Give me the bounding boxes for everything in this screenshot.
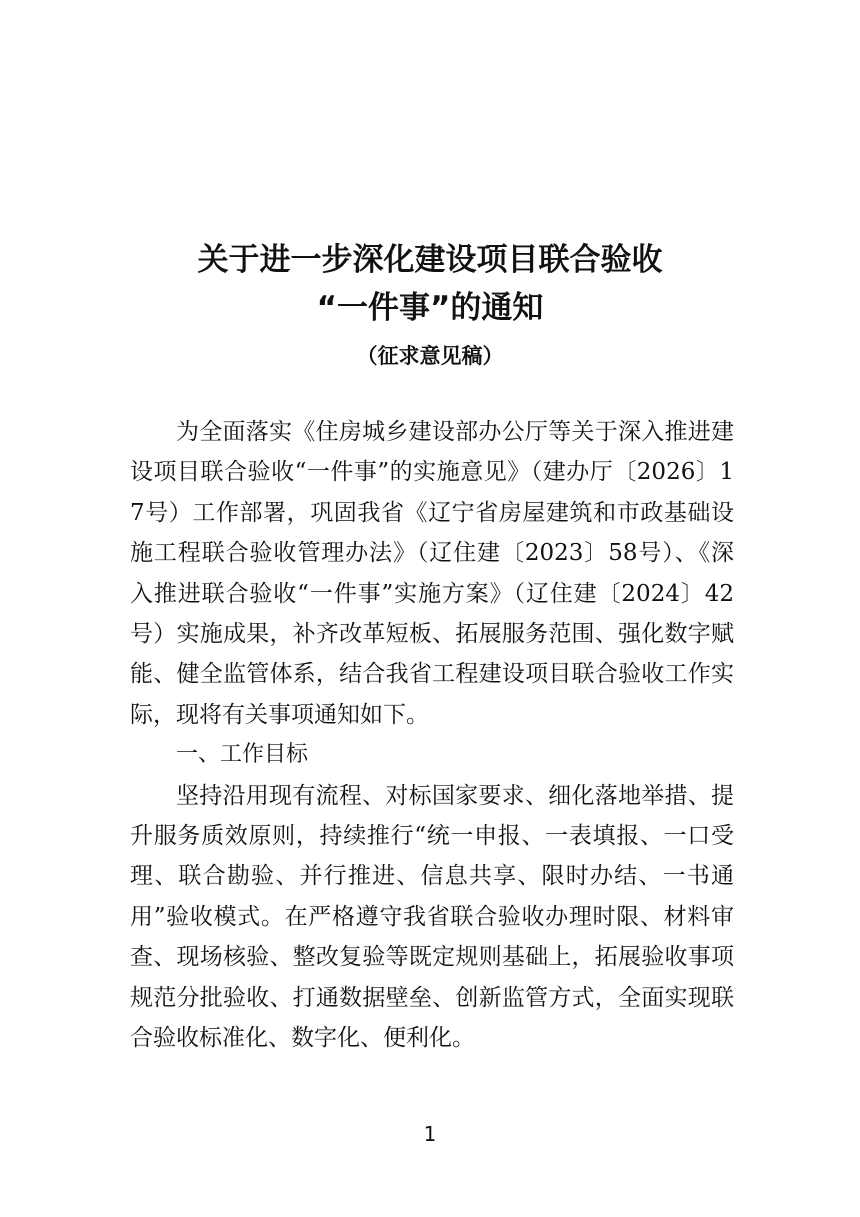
title-block [0, 236, 860, 372]
intro-paragraph: 为全面落实《住房城乡建设部办公厅等关于深入推进建设项目联合验收“一件事”的实施意见》（建办厅〔2026〕17号）工作部署，巩固我省《辽宁省房屋建筑和市政基础设施工程联合验收管理办法》（辽住建〔2023〕58号）、《深入推进联合验收“一件事”实施方案》（辽住建〔2024〕42号）实施成果，补齐改革短板、拓展服务范围、强化数字赋能、健全监管体系，结合我省工程建设项目联合验收工作实际，现将有关事项通知如下。 [130, 419, 734, 728]
document-title-line-1: 关于进一步深化建设项目联合验收 [197, 242, 663, 278]
section-heading-work-goals: 一、工作目标 [176, 742, 309, 768]
document-title-line-2: “一件事”的通知 [316, 290, 544, 326]
document-body [130, 412, 734, 1059]
document-subtitle: （征求意见稿） [356, 344, 504, 368]
page-number: 1 [423, 1122, 437, 1146]
work-goals-paragraph: 坚持沿用现有流程、对标国家要求、细化落地举措、提升服务质效原则，持续推行“统一申报、一表填报、一口受理、联合勘验、并行推进、信息共享、限时办结、一书通用”验收模式。在严格遵守我省联合验收办理时限、材料审查、现场核验、整改复验等既定规则基础上，拓展验收事项规范分批验收、打通数据壁垒、创新监管方式，全面实现联合验收标准化、数字化、便利化。 [130, 782, 734, 1052]
